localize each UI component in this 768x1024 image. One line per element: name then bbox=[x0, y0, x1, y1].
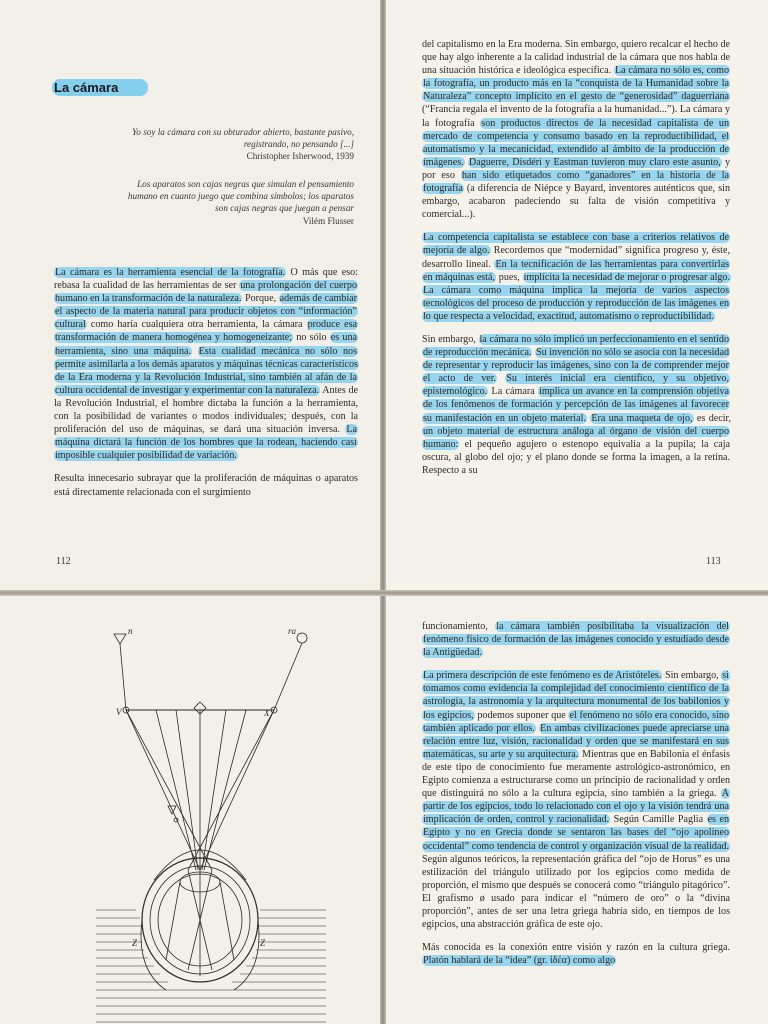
highlighted-text: La cámara es la herramienta esencial de la fotografía. bbox=[55, 267, 286, 278]
diagram-label-z-left: Z bbox=[132, 938, 138, 948]
highlighted-text: Su interés inicial era científico, y su objetivo, epistemológico. bbox=[423, 373, 729, 398]
text-segment: (“Francia regala el invento de la fotografía a la humanidad...”). La cámara y la fotografía bbox=[422, 104, 730, 129]
highlighted-text: La cámara no sólo es, como la fotografía, un producto más en la “conquista de la Humanidad sobre la Naturaleza” concepto implícito en el gesto de “generosidad” daguerriana bbox=[423, 65, 729, 103]
epigraph-isherwood bbox=[124, 126, 354, 163]
body-text bbox=[54, 266, 358, 509]
paragraph bbox=[422, 669, 730, 931]
highlighted-text: un objeto material de estructura análoga al órgano de visión del cuerpo humano: bbox=[423, 425, 729, 450]
text-segment: Porque, bbox=[242, 293, 279, 305]
highlighted-text: En ambas civilizaciones puede apreciarse una relación entre luz, visión, racionalidad y orden que se manifestará en sus matemáticas, su arte y su arquitectura. bbox=[423, 722, 729, 760]
text-segment: O más que eso: rebasa la cualidad de las herramientas de ser bbox=[54, 267, 358, 292]
epigraph-quote: Los aparatos son cajas negras que simulan el pensamiento humano en cuanto juego que combina símbolos; los aparatos son cajas negras que juegan a pensar bbox=[127, 179, 354, 214]
highlighted-text: implícita la necesidad de mejorar o progresar algo. bbox=[523, 271, 730, 283]
epigraph-flusser bbox=[124, 178, 354, 227]
diagram-label-x: X bbox=[264, 708, 270, 718]
paragraph bbox=[422, 231, 730, 323]
page-113 bbox=[386, 0, 768, 590]
text-segment: Mientras que en Babilonia el énfasis de este tipo de conocimiento fue meramente astrológico-astronómico, en Egipto comienza a estructurarse como un principio de racionalidad y orden que distinguirá no sólo a la cultura egipcia, sino también a la griega. bbox=[422, 748, 730, 800]
highlighted-text: La cámara como máquina implica la mejoría de varios aspectos tecnológicos del proceso de producción y reproducción de las imágenes en lo que respecta a velocidad, exactitud, automatismo o reproductibilidad. bbox=[423, 284, 729, 322]
highlighted-text: La competencia capitalista se establece con base a criterios relativos de mejoría de algo. bbox=[423, 232, 729, 257]
body-text bbox=[422, 38, 730, 487]
highlighted-text: La máquina dictará la función de los hombres que la rodean, haciendo casi imposible cualquier posibilidad de variación. bbox=[55, 424, 357, 462]
highlighted-text: son productos directos de la necesidad capitalista de un mercado de competencia y consumo basado en la reproductibilidad, el automatismo y la mecanicidad, extendido al ámbito de la producción de imágenes. bbox=[423, 117, 729, 168]
text-segment: Más conocida es la conexión entre visión y razón en la cultura griega. bbox=[422, 942, 730, 954]
text-segment: podemos suponer que bbox=[474, 709, 569, 721]
text-segment: (a diferencia de Niépce y Bayard, inventores auténticos que, sin embargo, acabaron padeciendo su falta de visión competitiva y comercial...). bbox=[422, 183, 730, 221]
text-segment bbox=[192, 346, 198, 357]
highlighted-text: produce esa transformación de manera homogénea y homogeneizante; bbox=[55, 319, 357, 344]
highlighted-text: Era una maqueta de ojo, bbox=[591, 412, 693, 424]
page-114 bbox=[0, 596, 380, 1024]
diagram-label-ra: ra bbox=[288, 626, 297, 636]
text-segment: Sin embargo, bbox=[662, 670, 722, 682]
highlighted-text: implica un avance en la comprensión objetiva de los fenómenos de formación y percepción de las imágenes al favorecer su manifestación en un objeto material. bbox=[423, 386, 729, 424]
highlighted-text: es en Egipto y no en Grecia donde se sentaron las bases del “ojo apolíneo occidental” como tendencia de control y organización visual de la realidad. bbox=[423, 814, 730, 852]
eye-optics-diagram bbox=[96, 620, 326, 1024]
paragraph bbox=[422, 941, 730, 967]
paragraph bbox=[54, 266, 358, 462]
text-segment: del capitalismo en la Era moderna. Sin embargo, quiero recalcar el hecho de que hay algo inherente a la calidad industrial de la cámara que nos habla de una situación histórica e ideológica específica. bbox=[422, 39, 730, 77]
highlighted-text: han sido etiquetados como “ganadores” en la historia de la fotografía bbox=[423, 169, 729, 195]
text-segment: funcionamiento, bbox=[422, 621, 496, 632]
text-segment: La cámara bbox=[488, 386, 539, 398]
text-segment: como haría cualquiera otra herramienta, la cámara bbox=[86, 319, 307, 331]
epigraph-author: Christopher Isherwood, 1939 bbox=[246, 151, 354, 162]
highlighted-text: A partir de los egipcios, todo lo relacionado con el ojo y la visión tendrá una implicación de orden, control y racionalidad. bbox=[423, 788, 729, 826]
highlighted-text: una prolongación del cuerpo humano en la transformación de la naturaleza. bbox=[55, 280, 357, 305]
highlighted-text: Platón hablará de la “idea” (gr. ἰδέα) como algo bbox=[423, 955, 616, 967]
epigraph-author: Vilém Flusser bbox=[302, 215, 354, 226]
text-segment: Sin embargo, bbox=[422, 333, 479, 345]
source-circle-right bbox=[297, 633, 307, 643]
highlighted-text: En la tecnificación de las herramientas para convertirlas en máquinas está, bbox=[423, 258, 729, 283]
highlighted-text: La primera descripción de este fenómeno es de Aristóteles. bbox=[423, 670, 662, 682]
text-segment: Según Camille Paglia bbox=[610, 814, 707, 826]
highlighted-text: la cámara no sólo implicó un perfeccionamiento en el sentido de reproducción mecánica. bbox=[423, 333, 729, 359]
highlighted-text: además de cambiar el aspecto de la materia natural para producir objetos con “información” cultural bbox=[55, 293, 357, 331]
diagram-label-z-right: Z bbox=[260, 938, 266, 948]
paragraph bbox=[422, 333, 730, 477]
page-number: 113 bbox=[706, 556, 721, 567]
text-segment: es decir, bbox=[693, 412, 731, 424]
text-segment: y por eso bbox=[422, 156, 731, 181]
text-segment: Recordemos que “modernidad” significa progreso y, éste, desarrollo lineal. bbox=[422, 245, 730, 270]
highlighted-text: si tomamos como evidencia la complejidad del conocimiento científico de la astrología, la astronomía y la arquitectura monumental de los babilonios y los egipcios, bbox=[423, 670, 729, 721]
highlighted-text: la cámara también posibilitaba la visualización del fenómeno físico de formación de las imágenes conocido y estudiado desde la Antigüedad. bbox=[423, 621, 729, 659]
paragraph bbox=[422, 620, 730, 659]
highlighted-text: Su invención no sólo se asocia con la necesidad de representar y reproducir las imágenes, sino con la de comprender mejor el acto de ver. bbox=[423, 347, 729, 385]
highlighted-text: Esta cualidad mecánica no sólo nos permite asimilarla a los demás aparatos y máquinas técnicas característicos de la Era moderna y la Revolución Industrial, sino también al afán de la cultura occidental de investigar y experimentar con la naturaleza. bbox=[55, 345, 358, 396]
epigraph-quote: Yo soy la cámara con su obturador abierto, bastante pasivo, registrando, no pensando [...] bbox=[132, 127, 354, 150]
text-segment: Según algunos teóricos, la representación gráfica del “ojo de Horus” es una estilización del triángulo utilizado por los egipcios como medida de proporción, el mismo que después se conocerá como “triángulo pitagórico”. El grafismo ø usado para indicar el “número de oro” o la “divina proporción”, antes de ser una letra griega habría sido, en tiempos de los egipcios, una abstracción gráfica de este ojo. bbox=[422, 853, 730, 931]
highlighted-text: es una herramienta, sino una máquina. bbox=[55, 332, 357, 357]
page-112 bbox=[0, 0, 380, 590]
highlighted-text: Daguerre, Disdéri y Eastman tuvieron muy claro este asunto, bbox=[468, 156, 721, 168]
page-115 bbox=[386, 596, 768, 1024]
diagram-label-n: n bbox=[128, 626, 133, 636]
source-triangle-left bbox=[114, 634, 126, 644]
text-segment: Antes de la Revolución Industrial, el hombre dictaba la función a la herramienta, con la posibilidad de variantes o modos individuales; después, con la proliferación del uso de máquinas, se dará una situación inversa. bbox=[54, 384, 358, 436]
highlighted-text: el fenómeno no sólo era conocido, sino también aplicado por ellos. bbox=[423, 709, 729, 734]
page-number: 112 bbox=[56, 556, 71, 567]
text-segment: pues, bbox=[496, 271, 523, 283]
paragraph bbox=[422, 38, 730, 221]
text-segment: no sólo bbox=[293, 332, 330, 344]
diagram-label-v: V bbox=[116, 707, 122, 717]
body-text bbox=[422, 620, 730, 977]
paragraph: Resulta innecesario subrayar que la proliferación de máquinas o aparatos está directamente relacionada con el surgimiento bbox=[54, 473, 358, 498]
chapter-title: La cámara bbox=[52, 79, 148, 96]
text-segment: el pequeño agujero o estenopo equivalía a la pupila; la caja oscura, al globo del ojo; y el plano donde se forma la imagen, a la retina. Respecto a su bbox=[422, 438, 730, 476]
